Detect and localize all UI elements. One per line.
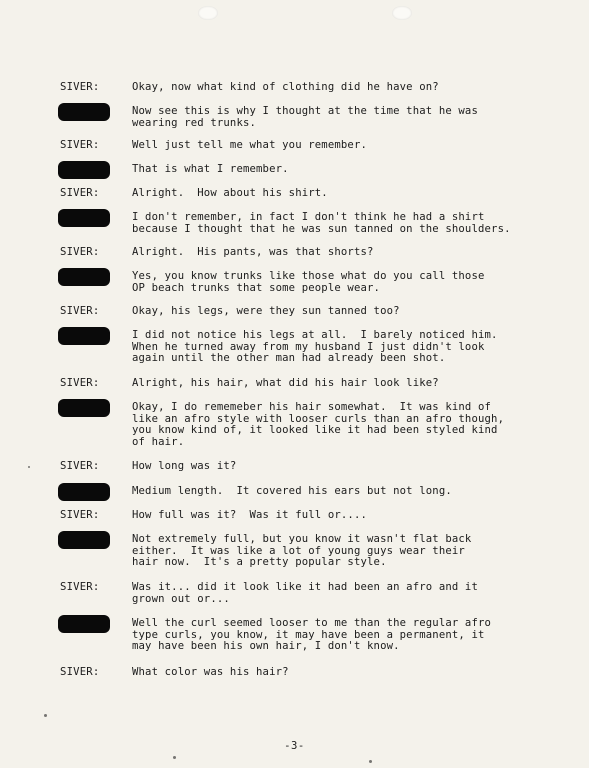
speaker-label: SIVER: bbox=[60, 81, 100, 93]
turn-text: Medium length. It covered his ears but not long. bbox=[132, 485, 452, 497]
speaker-label: SIVER: bbox=[60, 666, 100, 678]
speaker-label: SIVER: bbox=[60, 187, 100, 199]
turn-text: Okay, I do rememeber his hair somewhat. It was kind of like an afro style with looser curls than an afro though, you know kind of, it looked like it had been styled kind of hair. bbox=[132, 401, 505, 448]
turn-text: What color was his hair? bbox=[132, 666, 289, 678]
speaker-label: SIVER: bbox=[60, 246, 100, 258]
redaction-bar bbox=[58, 161, 110, 179]
page-number: -3- bbox=[284, 740, 305, 752]
speaker-label: SIVER: bbox=[60, 305, 100, 317]
turn-text: How long was it? bbox=[132, 460, 237, 472]
speaker-label: SIVER: bbox=[60, 509, 100, 521]
speck bbox=[173, 756, 176, 759]
turn-text: Alright. How about his shirt. bbox=[132, 187, 328, 199]
redaction-bar bbox=[58, 209, 110, 227]
punch-hole-left bbox=[198, 6, 218, 20]
speck bbox=[28, 466, 30, 468]
speaker-label: SIVER: bbox=[60, 581, 100, 593]
turn-text: Okay, now what kind of clothing did he have on? bbox=[132, 81, 439, 93]
punch-hole-right bbox=[392, 6, 412, 20]
turn-text: How full was it? Was it full or.... bbox=[132, 509, 368, 521]
redaction-bar bbox=[58, 103, 110, 121]
redaction-bar bbox=[58, 399, 110, 417]
turn-text: Was it... did it look like it had been an afro and it grown out or... bbox=[132, 581, 478, 605]
turn-text: Now see this is why I thought at the time that he was wearing red trunks. bbox=[132, 105, 478, 129]
redaction-bar bbox=[58, 615, 110, 633]
turn-text: Not extremely full, but you know it wasn't flat back either. It was like a lot of young guys wear their hair now. It's a pretty popular style. bbox=[132, 533, 472, 569]
turn-text: Yes, you know trunks like those what do you call those OP beach trunks that some people wear. bbox=[132, 270, 485, 294]
redaction-bar bbox=[58, 483, 110, 501]
speaker-label: SIVER: bbox=[60, 460, 100, 472]
speck bbox=[369, 760, 372, 763]
turn-text: Okay, his legs, were they sun tanned too? bbox=[132, 305, 400, 317]
speck bbox=[44, 714, 47, 717]
turn-text: Alright. His pants, was that shorts? bbox=[132, 246, 374, 258]
redaction-bar bbox=[58, 268, 110, 286]
turn-text: Well just tell me what you remember. bbox=[132, 139, 368, 151]
speaker-label: SIVER: bbox=[60, 377, 100, 389]
redaction-bar bbox=[58, 327, 110, 345]
turn-text: I did not notice his legs at all. I barely noticed him. When he turned away from my husband I just didn't look again until the other man had already been shot. bbox=[132, 329, 498, 365]
turn-text: Alright, his hair, what did his hair look like? bbox=[132, 377, 439, 389]
turn-text: That is what I remember. bbox=[132, 163, 289, 175]
redaction-bar bbox=[58, 531, 110, 549]
turn-text: I don't remember, in fact I don't think he had a shirt because I thought that he was sun tanned on the shoulders. bbox=[132, 211, 511, 235]
speaker-label: SIVER: bbox=[60, 139, 100, 151]
turn-text: Well the curl seemed looser to me than the regular afro type curls, you know, it may have been a permanent, it may have been his own hair, I don't know. bbox=[132, 617, 492, 653]
